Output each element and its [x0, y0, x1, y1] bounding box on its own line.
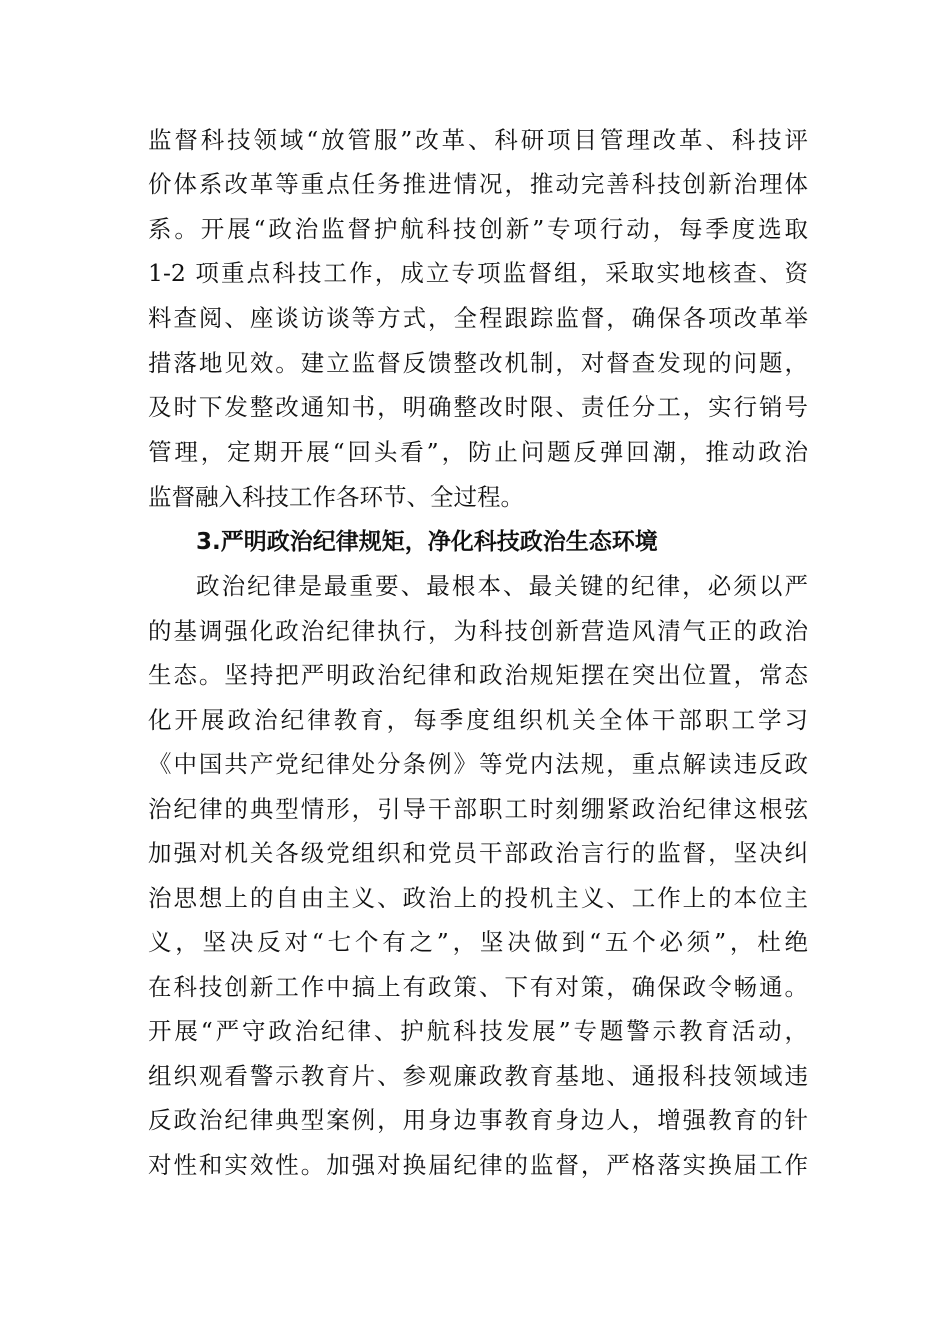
- paragraph1-line-8: 管理，定期开展“回头看”，防止问题反弹回潮，推动政治: [148, 438, 808, 466]
- paragraph1-line-1: 监督科技领域“放管服”改革、科研项目管理改革、科技评: [148, 126, 808, 154]
- paragraph2-line-5: 《中国共产党纪律处分条例》等党内法规，重点解读违反政: [148, 750, 808, 778]
- paragraph1-line-5: 料查阅、座谈访谈等方式，全程跟踪监督，确保各项改革举: [148, 304, 808, 332]
- paragraph2-line-4: 化开展政治纪律教育，每季度组织机关全体干部职工学习: [148, 706, 808, 734]
- paragraph2-line-14: 对性和实效性。加强对换届纪律的监督，严格落实换届工作: [148, 1151, 808, 1179]
- paragraph2-line-10: 在科技创新工作中搞上有政策、下有对策，确保政令畅通。: [148, 973, 808, 1001]
- paragraph2-line-6: 治纪律的典型情形，引导干部职工时刻绷紧政治纪律这根弦: [148, 795, 808, 823]
- paragraph1-line-9: 监督融入科技工作各环节、全过程。: [148, 483, 524, 511]
- paragraph1-line-2: 价体系改革等重点任务推进情况，推动完善科技创新治理体: [148, 170, 808, 198]
- paragraph2-line-8: 治思想上的自由主义、政治上的投机主义、工作上的本位主: [148, 884, 808, 912]
- paragraph1-line-3: 系。开展“政治监督护航科技创新”专项行动，每季度选取: [148, 215, 808, 243]
- paragraph1-line-6: 措落地见效。建立监督反馈整改机制，对督查发现的问题，: [148, 349, 808, 377]
- paragraph2-line-11: 开展“严守政治纪律、护航科技发展”专题警示教育活动，: [148, 1017, 808, 1045]
- paragraph1-line-4: 1-2 项重点科技工作，成立专项监督组，采取实地核查、资: [148, 259, 808, 287]
- paragraph2-line-3: 生态。坚持把严明政治纪律和政治规矩摆在突出位置，常态: [148, 661, 808, 689]
- paragraph2-line-1: 政治纪律是最重要、最根本、最关键的纪律，必须以严: [196, 572, 808, 600]
- paragraph2-line-13: 反政治纪律典型案例，用身边事教育身边人，增强教育的针: [148, 1106, 808, 1134]
- section-heading: 3.严明政治纪律规矩，净化科技政治生态环境: [196, 529, 658, 555]
- paragraph2-line-9: 义，坚决反对“七个有之”，坚决做到“五个必须”，杜绝: [148, 928, 808, 956]
- paragraph2-line-12: 组织观看警示教育片、参观廉政教育基地、通报科技领域违: [148, 1062, 808, 1090]
- paragraph2-line-7: 加强对机关各级党组织和党员干部政治言行的监督，坚决纠: [148, 839, 808, 867]
- paragraph1-line-7: 及时下发整改通知书，明确整改时限、责任分工，实行销号: [148, 393, 808, 421]
- paragraph2-line-2: 的基调强化政治纪律执行，为科技创新营造风清气正的政治: [148, 617, 808, 645]
